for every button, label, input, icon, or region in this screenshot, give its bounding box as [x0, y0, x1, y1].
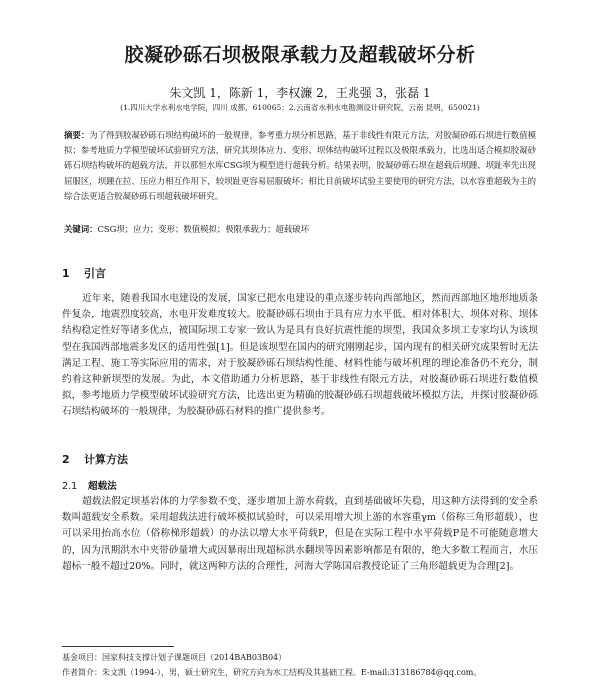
overload-paragraph — [62, 494, 538, 575]
section-number: 1 — [62, 267, 70, 280]
subsection-title: 超载法 — [88, 481, 117, 492]
intro-paragraph — [62, 291, 538, 421]
affiliations: (1.四川大学水利水电学院，四川 成都，610065；2.云南省水利水电勘测设计研究院，云南 昆明，650021) — [120, 103, 480, 112]
keywords — [64, 223, 536, 235]
intro-text: 近年来，随着我国水电建设的发展，国家已把水电建设的重点逐步转向西部地区，然而西部地区地形地质条件复杂，地震烈度较高，水电开发难度较大。胶凝砂砾石坝由于具有应力水平低、相对体积大、坝体对称、坝体结构稳定性好等诸多优点，被国际坝工专家一致认为是具有良好抗震性能的坝型，我国众多坝工专家均认为该坝型在我国西部地震多发区的适用性强[1]。但是该坝型在国内的研究刚刚起步，国内现有的相关研究成果暂时无法满足工程、施工等实际应用的需求，对于胶凝砂砾石坝结构性能、材料性能与破坏机理的理论准备仍不充分，制约着这种新坝型的发展。为此，本文借助通力分析思路，基于非线性有限元方法，对胶凝砂砾石坝进行数值模拟，参考地质力学模型破坏试验研究方法，比选出更为精确的胶凝砂砾石坝超载破坏模拟方法，并探讨胶凝砂砾石坝结构破坏的一般规律，为胶凝砂砾石材料的推广提供参考。 — [62, 293, 538, 418]
section-title: 计算方法 — [84, 453, 128, 466]
section-number: 2 — [62, 453, 70, 466]
section-title: 引言 — [84, 267, 106, 280]
footnote-author: 作者简介：朱文凯（1994-），男，硕士研究生，研究方向为水工结构及其基础工程。E-mail:313186784@qq.com。 — [62, 668, 482, 677]
abstract-text: 为了得到胶凝砂砾石坝结构破坏的一般规律，参考重力坝分析思路，基于非线性有限元方法，对胶凝砂砾石坝进行数值模拟；参考地质力学模型破坏试验研究方法，研究其坝体应力、变形、坝体结构破坏过程以及极限承载力，比选出适合模拟胶凝砂砾石坝结构破坏的超载方法，并以那恒水库CSG坝为模型进行超载分析。结果表明，胶凝砂砾石坝在超载后坝踵、坝趾率先出现屈服区，坝踵在拉、压应力相互作用下，较坝趾更容易屈服破坏；相比目前破坏试验主要使用的研究方法，以水容重超载为主的综合法更适合胶凝砂砾石坝超载破坏研究。 — [64, 130, 537, 201]
section-heading-intro — [62, 265, 106, 281]
section-heading-methods — [62, 451, 128, 467]
abstract — [64, 128, 536, 204]
keywords-text: CSG坝；应力；变形；数值模拟；极限承载力；超载破坏 — [97, 224, 309, 234]
paper-title: 胶凝砂砾石坝极限承载力及超载破坏分析 — [124, 44, 476, 66]
author-list: 朱文凯 1，陈新 1，李权濂 2，王兆强 3，张磊 1 — [169, 86, 431, 100]
overload-text: 超载法假定坝基岩体的力学参数不变，逐步增加上游水荷载，直到基础破坏失稳，用这种方法得到的安全系数叫超载安全系数。采用超载法进行破坏模拟试验时，可以采用增大坝上游的水容重γm（俗称三角形超载），也可以采用抬高水位（俗称梯形超载）的办法以增大水平荷载P，但是在实际工程中水平荷载P是不可能随意增大的，因为汛期洪水中夹带砂量增大或因暴雨出现超标洪水翻坝等因素影响都是有限的，绝大多数工程而言，水压超标一般不超过20%。同时，就这两种方法的合理性，河海大学陈国启教授论证了三角形超载更为合理[2]。 — [62, 496, 538, 572]
keywords-label: 关键词： — [64, 224, 98, 234]
footnote-divider — [62, 646, 174, 647]
subsection-number: 2.1 — [62, 481, 78, 492]
footnote-fund: 基金项目：国家科技支撑计划子课题项目（2014BAB03B04） — [62, 653, 287, 662]
subsection-heading-overload — [62, 478, 117, 492]
abstract-label: 摘要： — [64, 130, 90, 140]
